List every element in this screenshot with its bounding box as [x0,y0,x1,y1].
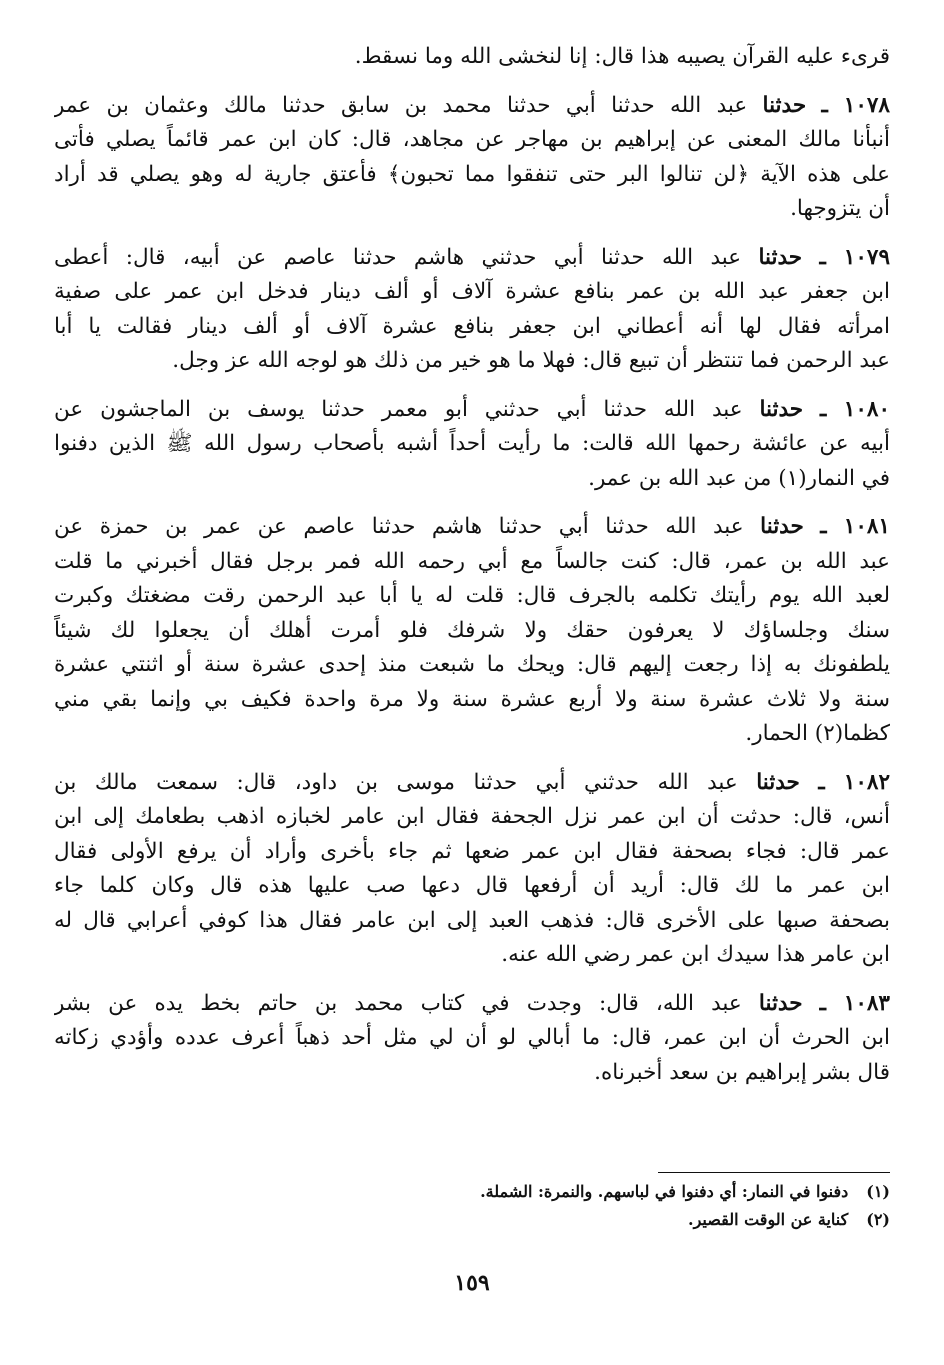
text-line [54,427,890,462]
line-text: عبد الله حدثنا أبي حدثنا هاشم حدثنا عاصم عن عمر بن حمزة عن [54,514,744,539]
text-line [54,123,890,158]
text-line [54,717,890,752]
footnote [54,1206,890,1234]
narration-keyword: حدثنا [758,244,803,270]
footnote-number: (٢) [866,1210,890,1229]
footnote-number: (١) [866,1182,890,1201]
footnote-text: دفنوا في النمار: أي دفنوا في لباسهم. والنمرة: الشملة. [480,1182,849,1201]
line-text: كظما(٢) الحمار. [745,721,890,746]
line-text: عبد الله، قال: وجدت في كتاب محمد بن حاتم بخط يده عن بشر [54,990,742,1016]
line-text: أبيه عن عائشة رحمها الله قالت: ما رأيت أحداً أشبه بأصحاب رسول الله ﷺ الذين دفنوا [54,431,890,456]
text-line [54,310,890,345]
text-line [54,800,890,835]
text-line [54,241,890,276]
line-text: يلطفونك به إذا رجعت إليهم قال: ويحك ما شبعت منذ إحدى عشرة سنة أو اثنتي عشرة [54,652,890,677]
hadith-paragraph [54,766,890,973]
hadith-number: ١٠٨٣ ـ [819,990,890,1016]
line-text: عبد الله بن عمر، قال: كنت جالساً مع أبي رحمه الله فمر برجل فقال أخبرني ما قلت [54,548,890,574]
footnote-text: كناية عن الوقت القصير. [688,1210,849,1229]
hadith-paragraph [54,393,890,497]
narration-keyword: حدثنا [759,396,804,422]
page-number: ١٥٩ [454,1270,490,1296]
line-text: عبد الله حدثنا أبي حدثني أبو معمر حدثنا يوسف بن الماجشون عن [54,396,743,422]
text-line [54,275,890,310]
hadith-paragraph [54,40,890,75]
footnotes [54,1178,890,1234]
footnote [54,1178,890,1206]
line-text: ابن عامر هذا سيدك ابن عمر رضي الله عنه. [501,942,890,967]
line-text: ابن الحرث أن ابن عمر، قال: ما أبالي لو أن لي مثل أحد ذهباً أعرف عدده وأؤدي زكاته [54,1025,890,1050]
line-text: سنة ولا ثلاث عشرة سنة ولا أربع عشرة سنة ولا مرة واحدة فكيف بي وإنما بقي مني [54,686,890,712]
narration-keyword: حدثنا [762,92,807,118]
text-line [54,40,890,75]
text-line [54,766,890,801]
text-line [54,158,890,193]
hadith-number: ١٠٨١ ـ [820,514,890,539]
line-text: عبد الرحمن فما تنتظر أن تبيع قال: فهلا ما هو خير من ذلك هو لوجه الله عز وجل. [172,348,890,373]
line-text: أن يتزوجها. [790,196,890,221]
text-line [54,648,890,683]
text-line [54,462,890,497]
line-text: عبد الله حدثنا أبي حدثني هاشم حدثنا عاصم عن أبيه، قال: أعطى [54,244,742,270]
line-text: أنس، قال: حدثت أن ابن عمر نزل الجحفة فقال ابن عامر لخبازه اذهب بطعامك إلى ابن [54,804,890,829]
narration-keyword: حدثنا [756,769,800,795]
text-line [54,938,890,973]
text-line [54,192,890,227]
text-line [54,393,890,428]
narration-keyword: حدثنا [758,990,803,1016]
narration-keyword: حدثنا [760,514,804,539]
hadith-number: ١٠٧٩ ـ [819,244,890,270]
line-text: ابن عمر ما لك قال: أريد أن أرفعها قال دعها صب عليها هذه قال وكان كلما جاء [54,873,890,898]
text-line [54,683,890,718]
hadith-number: ١٠٨٠ ـ [819,396,890,422]
text-line [54,579,890,614]
hadith-paragraph [54,510,890,752]
hadith-paragraph [54,241,890,379]
text-line [54,89,890,124]
line-text: على هذه الآية ﴿لن تنالوا البر حتى تنفقوا مما تحبون﴾ فأعتق جارية له وهو يصلي قد أراد [54,161,890,187]
line-text: لعبد الله يوم رأيتك تكلمه بالجرف قال: قلت له يا أبا عبد الرحمن رقت مضغتك وكبرت [54,583,890,608]
body-text [54,40,890,1090]
text-line [54,1021,890,1056]
text-line [54,869,890,904]
text-line [54,987,890,1022]
text-line [54,1056,890,1091]
text-line [54,344,890,379]
line-text: سنك وجلساؤك لا يعرفون حقك ولا شرفك فلو أمرت أهلك أن يجعلوا لك شيئاً [54,617,890,643]
line-text: عبد الله حدثنا أبي حدثنا محمد بن سابق حدثنا مالك وعثمان بن عمر [54,92,748,118]
line-text: قرىء عليه القرآن يصيبه هذا قال: إنا لنخشى الله وما نسقط. [354,44,890,69]
hadith-paragraph [54,89,890,227]
line-text: أنبأنا مالك المعنى عن إبراهيم بن مهاجر عن مجاهد، قال: كان ابن عمر قائماً يصلي فأتى [54,127,890,152]
hadith-number: ١٠٧٨ ـ [821,92,890,118]
text-line [54,835,890,870]
text-line [54,904,890,939]
text-line [54,510,890,545]
text-line [54,545,890,580]
hadith-paragraph [54,987,890,1091]
line-text: في النمار(١) من عبد الله بن عمر. [588,465,890,491]
line-text: عبد الله حدثني أبي حدثنا موسى بن داود، قال: سمعت مالك بن [54,769,738,795]
footnote-divider [658,1172,890,1173]
line-text: قال بشر إبراهيم بن سعد أخبرناه. [594,1059,890,1085]
text-line [54,614,890,649]
line-text: عمر قال: فجاء بصحفة فقال ابن عمر ضعها ثم جاء بأخرى وأراد أن يرفع الأولى فقال [54,838,890,864]
hadith-number: ١٠٨٢ ـ [818,769,890,795]
line-text: ابن جعفر عبد الله بن عمر بنافع عشرة آلاف أو ألف دينار فدخل ابن عمر على صفية [54,279,890,304]
line-text: امرأته فقال لها أنه أعطاني ابن جعفر بنافع عشرة آلاف أو ألف دينار فقالت يا أبا [54,313,890,339]
line-text: بصحفة صبها على الأخرى قال: فذهب العبد إلى ابن عامر فقال هذا كوفي أعرابي قال له [54,907,890,933]
